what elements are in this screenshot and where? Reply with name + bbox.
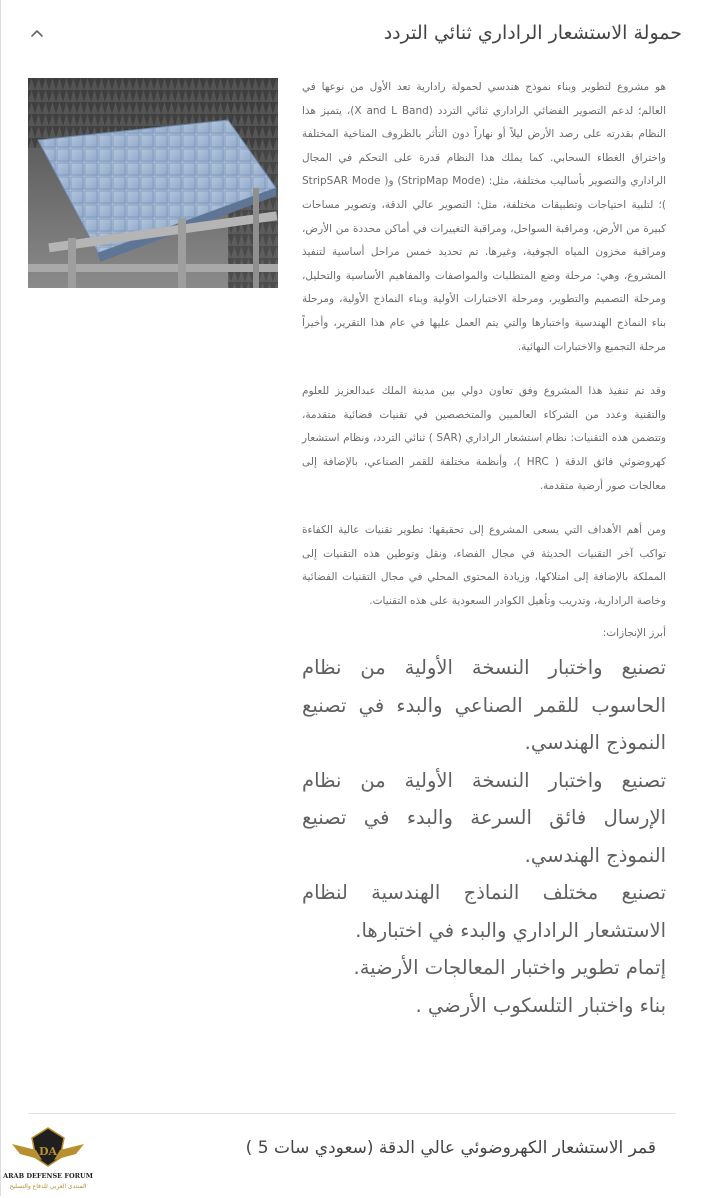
achievement-item: تصنيع واختبار النسخة الأولية من نظام الإرسال فائق السرعة والبدء في تصنيع النموذج الهندسي. [302, 768, 666, 867]
paragraph-cooperation: وقد تم تنفيذ هذا المشروع وفق تعاون دولي بين مدينة الملك عبدالعزيز للعلوم والتقنية وعدد من الشركاء العالميين والمتخصصين في تقنيات فضائية متقدمة، وتتضمن هذه التقنيات: نظام استشعار الراداري (SAR ) ثنائي التردد، ونظام استشعار كهروضوئي فائق الدقة ( HRC )، وأنظمة مختلفة للقمر الصناعي، بالإضافة إلى معالجات صور أرضية متقدمة. [302, 385, 666, 492]
paragraph-intro: هو مشروع لتطوير وبناء نموذج هندسي لحمولة رادارية تعد الأول من نوعها في العالم؛ لدعم التصوير الفضائي الراداري ثنائي التردد (X and L Band)، يتميز هذا النظام بقدرته على رصد الأرض ليلاً أو نهاراً دون التأثر بالظروف المناخية المختلفة واختراق الغطاء السحابي. كما يملك هذا النظام قدرة على التحكم في المجال الراداري والتصوير بأساليب مختلفة، مثل: (StripMap Mode) و( StripSAR Mode )؛ لتلبية احتياجات وتطبيقات مختلفة، مثل: التصوير عالي الدقة، وتصوير مساحات كبيرة من الأرض، ومراقبة السواحل، ومراقبة التغييرات في أماكن محددة من الأرض، ومراقبة مخزون المياه الجوفية، وغيرها. تم تحديد خمس مراحل أساسية لتنفيذ المشروع، وهي: مرحلة وضع المتطلبات والمواصفات والمفاهيم الأساسية والتحليل، ومرحلة التصميم والتطوير، ومرحلة الاختبارات الأولية وبناء النماذج الأولية، ومرحلة بناء النماذج الهندسية واختبارها والتي يتم العمل عليها في عام هذا التقرير، وأخيراً مرحلة التجميع والاختبارات النهائية. [302, 81, 666, 353]
achievement-item: بناء واختبار التلسكوب الأرضي . [415, 993, 666, 1017]
left-border [0, 0, 1, 1196]
achievement-item: إتمام تطوير واختبار المعالجات الأرضية. [353, 956, 666, 980]
achievements-list [302, 649, 666, 1024]
achievements-label: أبرز الإنجازات: [602, 627, 666, 640]
chevron-up-icon[interactable] [22, 18, 52, 48]
achievement-item: تصنيع واختبار النسخة الأولية من نظام الحاسوب للقمر الصناعي والبدء في تصنيع النموذج الهندسي. [302, 656, 666, 755]
section-title[interactable]: حمولة الاستشعار الراداري ثنائي التردد [383, 22, 682, 44]
article-body [302, 76, 666, 1024]
accordion-header[interactable] [22, 10, 682, 56]
svg-text:المنتدى العربي للدفاع والتسليح: المنتدى العربي للدفاع والتسليح [9, 1183, 87, 1190]
radar-antenna-photo [28, 78, 278, 288]
svg-text:DA: DA [38, 1145, 58, 1158]
paragraph-goals: ومن أهم الأهداف التي يسعى المشروع إلى تحقيقها: تطوير تقنيات عالية الكفاءة تواكب آخر التقنيات الحديثة في مجال الفضاء، ونقل وتوطين هذه التقنيات إلى المملكة بالإضافة إلى امتلاكها، وزيادة المحتوى المحلي في مجال التقنيات الفضائية وخاصة الرادارية، وتدريب وتأهيل الكوادر السعودية على هذه التقنيات. [302, 524, 666, 607]
next-section-title[interactable]: قمر الاستشعار الكهروضوئي عالي الدقة (سعودي سات 5 ) [245, 1138, 656, 1158]
achievement-item: تصنيع مختلف النماذج الهندسية لنظام الاستشعار الراداري والبدء في اختبارها. [302, 881, 666, 942]
svg-text:ARAB DEFENSE FORUM: ARAB DEFENSE FORUM [3, 1172, 93, 1180]
arab-defense-forum-logo [2, 1124, 94, 1194]
section-divider [28, 1113, 676, 1114]
